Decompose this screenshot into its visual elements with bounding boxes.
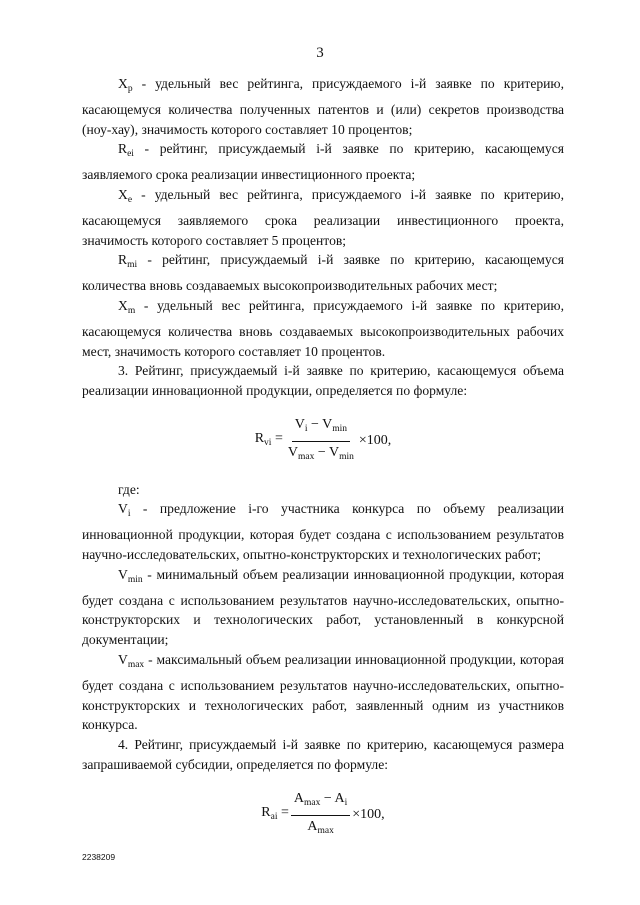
formula-rai: $R_{ai}$ = $\frac{A_{max} - A_i}{A_{max}}$ ×100, <box>82 789 564 842</box>
where-label: где: <box>118 481 140 497</box>
definition-vmin: $V_{min}$ - минимальный объем реализации инновационной продукции, которая будет создана с использованием результатов научно-исследовательских, опытно-конструкторских и технологических работ, установленный в конкурсной документации; <box>82 566 564 648</box>
formula-rvi-fraction: $\frac{V_i - V_{min}}{V_{max} - V_{min}}$ <box>287 416 354 462</box>
item-4-text: 4. Рейтинг, присуждаемый i-й заявке по критерию, касающемуся размера запрашиваемой субсидии, определяется по формуле: <box>82 737 564 772</box>
definition-xp: $X_p$ - удельный вес рейтинга, присуждаемого i-й заявке по критерию, касающемуся количества полученных патентов и (или) секретов производства (ноу-хау), значимость которого составляет 10 процентов; <box>82 76 564 137</box>
formula-rvi: $R_{vi}$ = $\frac{V_i - V_{min}}{V_{max} - V_{min}}$ ×100, <box>82 415 564 468</box>
definition-vi: $V_i$ - предложение i-го участника конкурса по объему реализации инновационной продукции, которая будет создана с использованием результатов научно-исследовательских, опытно-конструкторских и технологических работ; <box>82 501 564 562</box>
definition-xm: $X_m$ - удельный вес рейтинга, присуждаемого i-й заявке по критерию, касающемуся количества вновь создаваемых высокопроизводительных рабочих мест, значимость которого составляет 10 процентов. <box>82 297 564 359</box>
definition-rmi: $R_{mi}$ - рейтинг, присуждаемый i-й заявке по критерию, касающемуся количества вновь создаваемых высокопроизводительных рабочих мест; <box>82 252 564 294</box>
page-number: 3 <box>316 45 324 61</box>
footer-document-code: 2238209 <box>82 852 116 862</box>
formula-rai-fraction: $\frac{A_{max} - A_i}{A_{max}}$ <box>291 789 350 842</box>
definition-rei: $R_{ei}$ - рейтинг, присуждаемый i-й заявке по критерию, касающемуся заявляемого срока реализации инвестиционного проекта; <box>82 141 564 183</box>
definition-vmax: $V_{max}$ - максимальный объем реализации инновационной продукции, которая будет создана с использованием результатов научно-исследовательских, опытно-конструкторских и технологических работ, заявленный одним из участников конкурса. <box>82 651 564 733</box>
item-3-text: 3. Рейтинг, присуждаемый i-й заявке по критерию, касающемуся объема реализации инновационной продукции, определяется по формуле: <box>82 363 564 399</box>
definition-xe: $X_e$ - удельный вес рейтинга, присуждаемого i-й заявке по критерию, касающемуся заявляемого срока реализации инвестиционного проекта, значимость которого составляет 5 процентов; <box>82 186 564 248</box>
document-body <box>82 74 564 853</box>
